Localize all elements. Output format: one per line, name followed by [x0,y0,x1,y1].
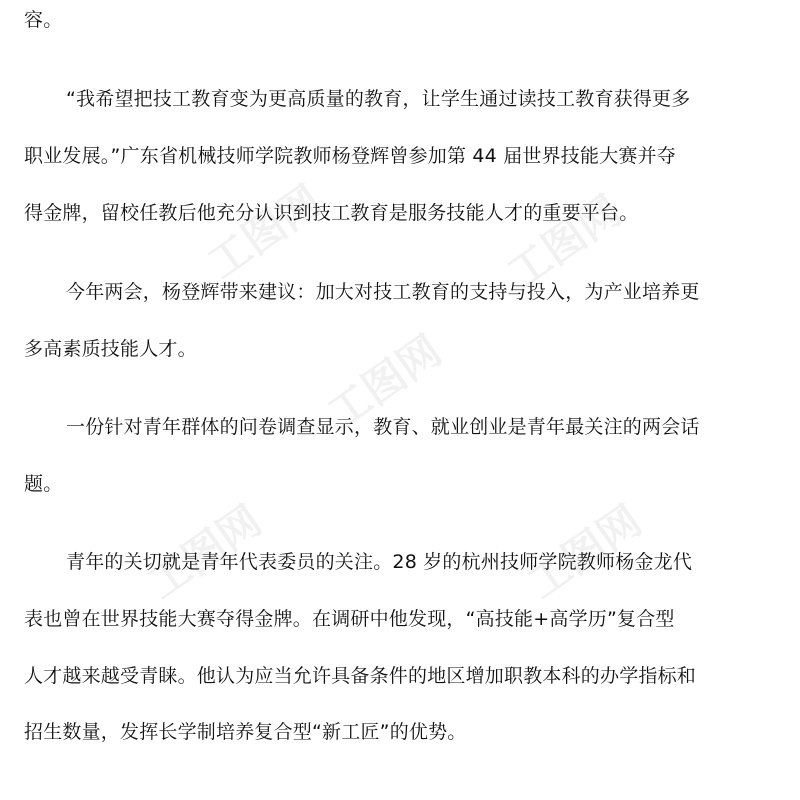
paragraph-4-line-4: 招生数量，发挥长学制培养复合型“新工匠”的优势。 [24,721,467,743]
paragraph-1-line-3: 得金牌，留校任教后他充分认识到技工教育是服务技能人才的重要平台。 [24,202,639,224]
paragraph-1-line-1: “我希望把技工教育变为更高质量的教育，让学生通过读技工教育获得更多 [66,88,691,110]
watermark: 工图网 [318,325,451,439]
watermark: 工图网 [198,175,331,289]
paragraph-2-line-2: 多高素质技能人才。 [24,338,197,360]
paragraph-2-line-1: 今年两会，杨登辉带来建议：加大对技工教育的支持与投入，为产业培养更 [66,281,700,303]
paragraph-4-line-3: 人才越来越受青睐。他认为应当允许具备条件的地区增加职教本科的办学指标和 [24,665,697,687]
paragraph-1-line-2: 职业发展。”广东省机械技师学院教师杨登辉曾参加第 44 届世界技能大赛并夺 [24,145,677,167]
paragraph-4-line-1: 青年的关切就是青年代表委员的关注。28 岁的杭州技师学院教师杨金龙代 [66,551,693,573]
paragraph-4-line-2: 表也曾在世界技能大赛夺得金牌。在调研中他发现，“高技能+高学历”复合型 [24,608,675,630]
watermark: 工图网 [518,495,651,609]
text-line-1: 容。 [24,9,63,31]
paragraph-3-line-2: 题。 [24,473,63,495]
watermark: 工图网 [138,495,271,609]
paragraph-3-line-1: 一份针对青年群体的问卷调查显示，教育、就业创业是青年最关注的两会话 [66,416,700,438]
watermark: 工图网 [498,185,631,299]
